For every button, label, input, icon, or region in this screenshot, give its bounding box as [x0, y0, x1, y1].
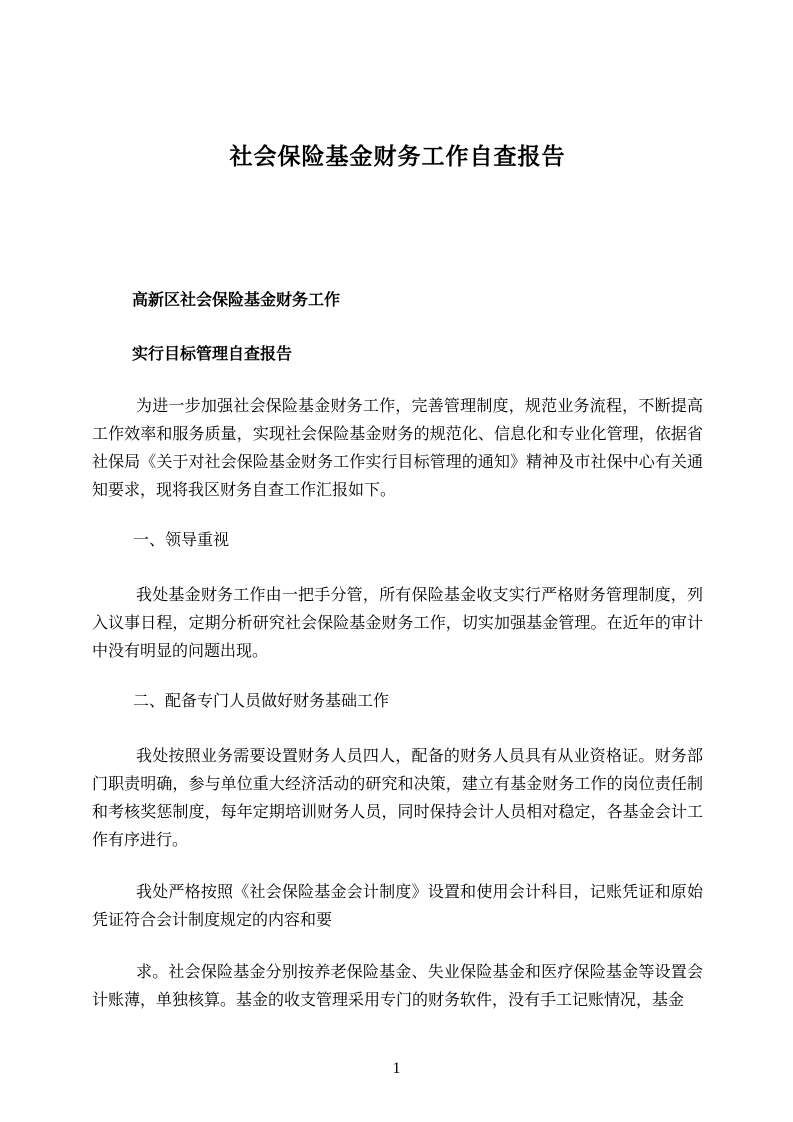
page-number: 1: [392, 1060, 401, 1077]
section-2-heading: 二、配备专门人员做好财务基础工作: [133, 693, 390, 710]
section-2-paragraph-3: 求。社会保险基金分别按养老保险基金、失业保险基金和医疗保险基金等设置会计账薄，单独核算。基金的收支管理采用专门的财务软件，没有手工记账情况，基金: [92, 964, 703, 1009]
intro-paragraph: 为进一步加强社会保险基金财务工作，完善管理制度，规范业务流程，不断提高工作效率和服务质量，实现社会保险基金财务的规范化、信息化和专业化管理，依据省社保局《关于对社会保险基金财务工作实行目标管理的通知》精神及市社保中心有关通知要求，现将我区财务自查工作汇报如下。: [92, 398, 703, 499]
subtitle-line-1: 高新区社会保险基金财务工作: [132, 292, 341, 309]
section-2-paragraph-2: 我处严格按照《社会保险基金会计制度》设置和使用会计科目，记账凭证和原始凭证符合会计制度规定的内容和要: [92, 884, 703, 929]
section-1-paragraph-1: 我处基金财务工作由一把手分管，所有保险基金收支实行严格财务管理制度，列入议事日程，定期分析研究社会保险基金财务工作，切实加强基金管理。在近年的审计中没有明显的问题出现。: [92, 587, 703, 660]
section-2-paragraph-1: 我处按照业务需要设置财务人员四人，配备的财务人员具有从业资格证。财务部门职责明确，参与单位重大经济活动的研究和决策，建立有基金财务工作的岗位责任制和考核奖惩制度，每年定期培训财务人员，同时保持会计人员相对稳定，各基金会计工作有序进行。: [92, 748, 703, 849]
page-footer: [0, 1060, 793, 1078]
section-1-heading: 一、领导重视: [133, 532, 230, 549]
subtitle-line-2: 实行目标管理自查报告: [132, 346, 293, 363]
document-title: 社会保险基金财务工作自查报告: [229, 143, 566, 169]
